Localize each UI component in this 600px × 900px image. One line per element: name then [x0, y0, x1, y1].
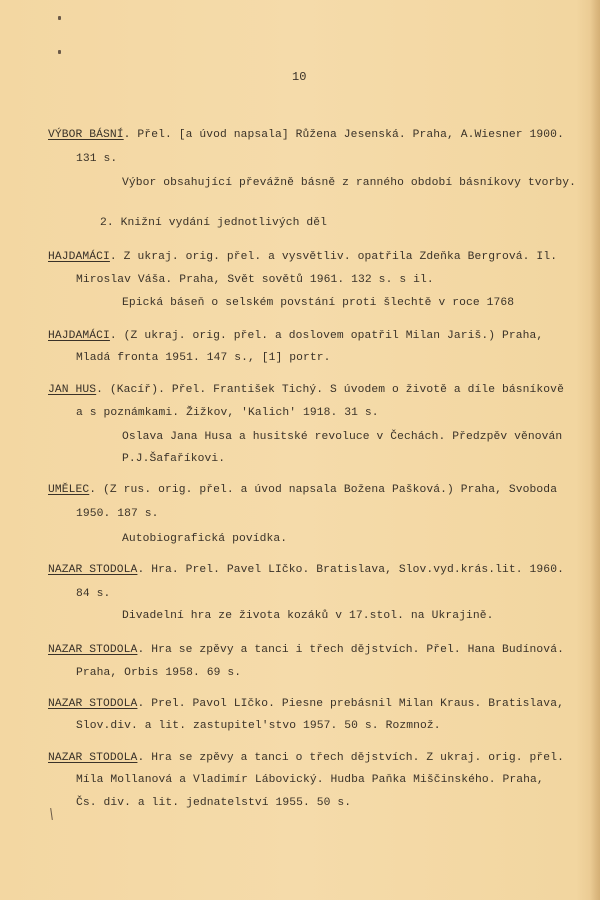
entry-annotation: Autobiografická povídka.: [122, 533, 288, 545]
entry-line: Mladá fronta 1951. 147 s., [1] portr.: [76, 352, 331, 364]
entry-line: HAJDAMÁCI. Z ukraj. orig. přel. a vysvětliv. opatřila Zdeňka Bergrová. Il.: [48, 251, 558, 263]
entry-title: NAZAR STODOLA: [48, 644, 138, 656]
entry-title: VÝBOR BÁSNÍ: [48, 129, 124, 141]
margin-mark: [50, 808, 53, 820]
entry-line: 131 s.: [76, 153, 118, 165]
entry-line: JAN HUS. (Kacíř). Přel. František Tichý. S úvodem o životě a díle básníkově: [48, 384, 564, 396]
entry-line: NAZAR STODOLA. Prel. Pavol LIčko. Piesne prebásnil Milan Kraus. Bratislava,: [48, 698, 564, 710]
margin-mark: [58, 50, 61, 54]
margin-mark: [58, 16, 61, 20]
entry-line: HAJDAMÁCI. (Z ukraj. orig. přel. a doslovem opatřil Milan Jariš.) Praha,: [48, 330, 544, 342]
entry-line: NAZAR STODOLA. Hra. Prel. Pavel LIčko. Bratislava, Slov.vyd.krás.lit. 1960.: [48, 564, 564, 576]
entry-title: HAJDAMÁCI: [48, 330, 110, 342]
entry-line: Slov.div. a lit. zastupitel'stvo 1957. 50 s. Rozmnož.: [76, 720, 441, 732]
entry-line: a s poznámkami. Žižkov, 'Kalich' 1918. 31 s.: [76, 407, 379, 419]
entry-line: Míla Mollanová a Vladimír Lábovický. Hudba Paňka Miščinského. Praha,: [76, 774, 544, 786]
page-edge-shadow: [590, 0, 600, 900]
entry-line: UMĚLEC. (Z rus. orig. přel. a úvod napsala Božena Pašková.) Praha, Svoboda: [48, 484, 558, 496]
entry-line: NAZAR STODOLA. Hra se zpěvy a tanci i třech dějstvích. Přel. Hana Budínová.: [48, 644, 564, 656]
entry-annotation: Epická báseň o selském povstání proti šlechtě v roce 1768: [122, 297, 515, 309]
entry-line: NAZAR STODOLA. Hra se zpěvy a tanci o třech dějstvích. Z ukraj. orig. přel.: [48, 752, 564, 764]
entry-annotation: Výbor obsahující převážně básně z ranného období básníkovy tvorby.: [122, 177, 577, 189]
entry-line: VÝBOR BÁSNÍ. Přel. [a úvod napsala] Růžena Jesenská. Praha, A.Wiesner 1900.: [48, 129, 564, 141]
section-heading: 2. Knižní vydání jednotlivých děl: [100, 217, 328, 229]
entry-title: HAJDAMÁCI: [48, 251, 110, 263]
entry-line: Čs. div. a lit. jednatelství 1955. 50 s.: [76, 797, 352, 809]
entry-title: UMĚLEC: [48, 484, 90, 496]
entry-title: NAZAR STODOLA: [48, 698, 138, 710]
entry-line: 84 s.: [76, 588, 111, 600]
entry-title: NAZAR STODOLA: [48, 564, 138, 576]
entry-title: JAN HUS: [48, 384, 97, 396]
entry-line: 1950. 187 s.: [76, 508, 159, 520]
entry-annotation: Oslava Jana Husa a husitské revoluce v Čechách. Předzpěv věnován: [122, 431, 563, 443]
entry-title: NAZAR STODOLA: [48, 752, 138, 764]
entry-annotation: P.J.Šafaříkovi.: [122, 453, 226, 465]
page-number: 10: [292, 70, 307, 84]
entry-line: Praha, Orbis 1958. 69 s.: [76, 667, 242, 679]
entry-line: Miroslav Váša. Praha, Svět sovětů 1961. 132 s. s il.: [76, 274, 434, 286]
entry-annotation: Divadelní hra ze života kozáků v 17.stol. na Ukrajině.: [122, 610, 494, 622]
